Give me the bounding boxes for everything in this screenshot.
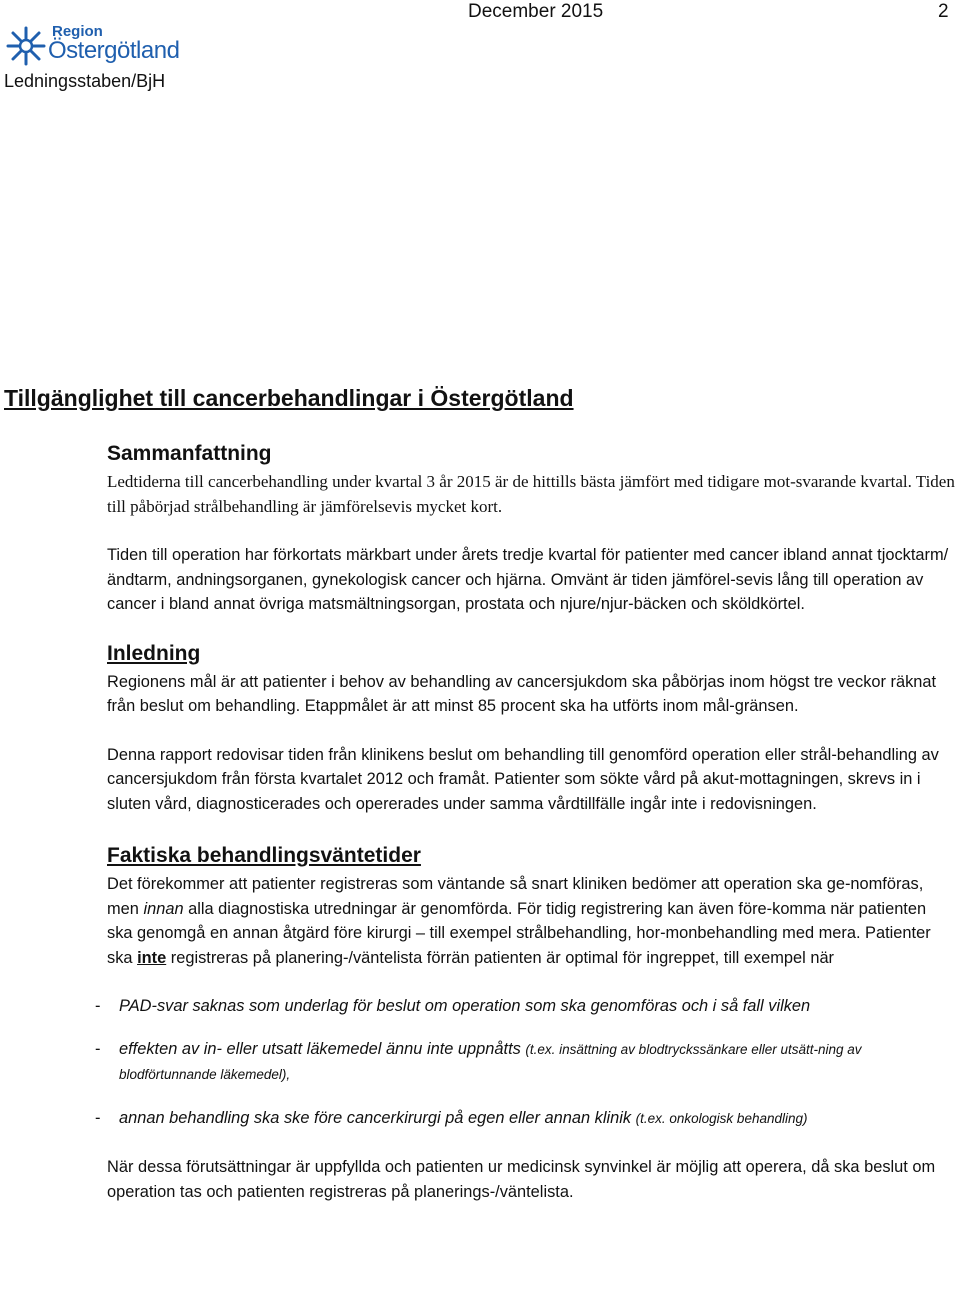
list-item-text: effekten av in- eller utsatt läkemedel ännu inte uppnåtts	[119, 1039, 526, 1058]
list-item	[95, 1106, 955, 1132]
document-body	[95, 441, 955, 1204]
intro-paragraph-2: Denna rapport redovisar tiden från klinikens beslut om behandling till genomförd operation eller strål-behandling av cancersjukdom från första kvartalet 2012 och framåt. Patienter som sökte vård på akut-mottagningen, skrevs in i sluten vård, diagnosticerades och opererades under samma vårdtillfälle ingår inte i redovisningen.	[107, 745, 939, 813]
actual-p1-text-c: registreras på planering-/väntelista förrän patienten är optimal för ingreppet, till exempel när	[166, 948, 835, 967]
list-item	[95, 994, 955, 1019]
list-item-note: (t.ex. insättning av blodtryckssänkare eller utsätt-ning av blodförtunnande läkemedel),	[119, 1041, 862, 1082]
logo-region-text: Region	[52, 23, 103, 40]
summary-paragraph-2: Tiden till operation har förkortats märkbart under årets tredje kvartal för patienter med cancer ibland annat tjocktarm/ändtarm, andningsorganen, gynekologisk cancer och hjärna. Omvänt är tiden jämförel-sevis lång till operation av cancer i bland annat övriga matsmältningsorgan, prostata och njure/njur-bäcken och sköldkörtel.	[107, 546, 949, 613]
dash-bullet-icon: -	[95, 997, 101, 1015]
region-logo-emblem-icon	[4, 24, 48, 68]
document-title: Tillgänglighet till cancerbehandlingar i Östergötland	[4, 385, 574, 411]
summary-paragraph-1: Ledtiderna till cancerbehandling under kvartal 3 år 2015 är de hittills bästa jämfört med tidigare mot-svarande kvartal. Tiden till påbörjad strålbehandling är jämförelsevis mycket kort.	[107, 472, 955, 516]
header-date: December 2015	[468, 1, 604, 22]
actual-p1-text-a: Det förekommer att patienter registreras som väntande så snart kliniken bedömer att operation ska ge-nomföras, men	[107, 875, 924, 918]
actual-paragraph-2: När dessa förutsättningar är uppfyllda och patienten ur medicinsk synvinkel är möjlig att operera, då ska beslut om operation tas och patienten registreras på planerings-/väntelista.	[107, 1158, 936, 1201]
list-item	[95, 1037, 955, 1088]
list-item-text: PAD-svar saknas som underlag för beslut om operation som ska genomföras och i så fall vilken	[119, 997, 811, 1015]
list-item-note: (t.ex. onkologisk behandling)	[635, 1110, 808, 1126]
dash-bullet-icon: -	[95, 1108, 101, 1127]
actual-p1-italic: innan	[143, 899, 184, 918]
actual-p1-emphasis: inte	[137, 948, 167, 967]
list-item-text: annan behandling ska ske före cancerkirurgi på egen eller annan klinik	[119, 1108, 636, 1127]
page-number: 2	[938, 1, 949, 22]
actual-waiting-times-heading: Faktiska behandlingsväntetider	[107, 844, 421, 867]
summary-heading: Sammanfattning	[107, 442, 272, 465]
intro-heading: Inledning	[107, 641, 201, 665]
actual-p1-text-b: alla diagnostiska utredningar är genomförda. För tidig registrering kan även före-komma när patienten ska genomgå en annan åtgärd före kirurgi – till exempel strålbehandling, hor-monbehandling med mera. Patienter ska	[107, 899, 931, 967]
intro-paragraph-1: Regionens mål är att patienter i behov av behandling av cancersjukdom ska påbörjas inom högst tre veckor räknat från beslut om behandling. Etappmålet är att minst 85 procent ska ha utförts inom mål-gränsen.	[107, 672, 937, 715]
conditions-list	[95, 994, 955, 1131]
logo-name-text: Östergötland	[48, 37, 180, 64]
actual-paragraph-1	[107, 872, 955, 970]
dash-bullet-icon: -	[95, 1039, 101, 1058]
department-label: Ledningsstaben/BjH	[4, 71, 166, 91]
